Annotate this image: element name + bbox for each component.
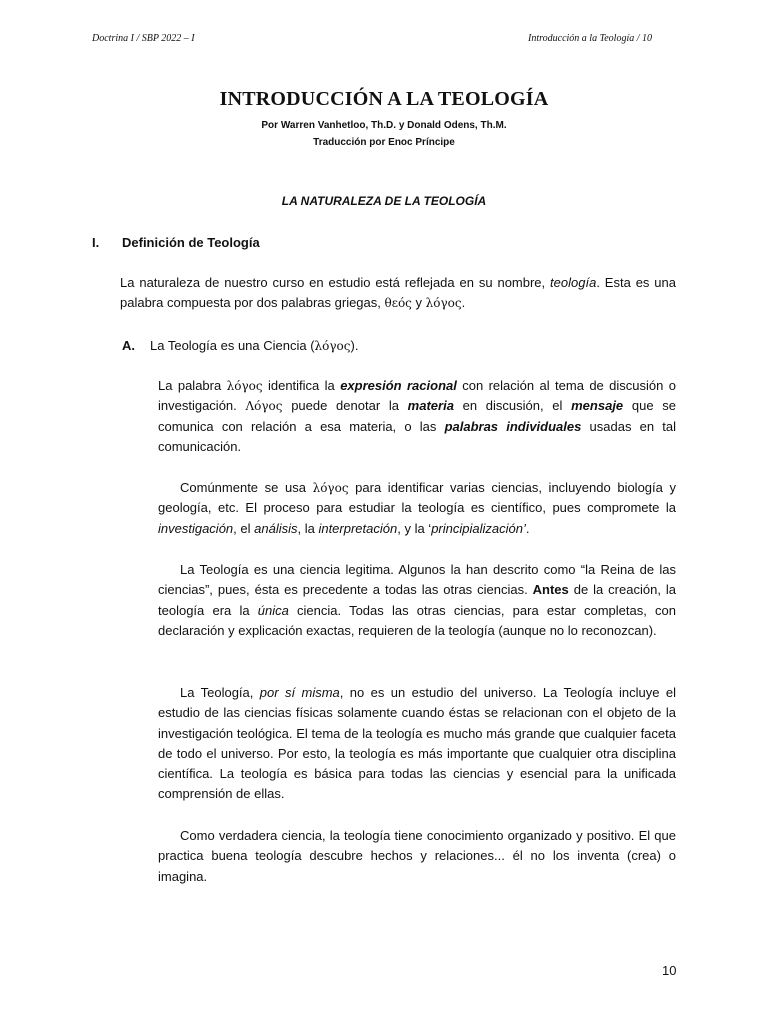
paragraph-3 <box>158 560 676 641</box>
emphasis: única <box>257 602 289 618</box>
emphasis: interpretación <box>318 520 398 536</box>
text-run: . <box>461 295 466 311</box>
paragraph-2 <box>158 478 676 539</box>
bold-emphasis: mensaje <box>571 398 624 414</box>
text-run: , y la ‘ <box>397 520 432 536</box>
bold-emphasis: materia <box>407 398 454 414</box>
text-run: para identificar varias ciencias, incluyendo biología y geología, etc. El proceso para estudiar la teología es científico, pues compromete la <box>158 480 676 516</box>
document-title: INTRODUCCIÓN A LA TEOLOGÍA <box>219 88 549 110</box>
text-run: La Teología es una ciencia legitima. Algunos la han descrito como “la Reina de las ciencias”, pues, ésta es precedente a todas las otras ciencias. <box>158 562 676 598</box>
greek-word: λόγος <box>425 296 462 311</box>
emphasis: por sí misma <box>259 685 340 700</box>
greek-word: λόγος <box>314 339 351 353</box>
emphasis: análisis <box>254 520 298 536</box>
text-run: . <box>525 520 530 536</box>
text-run: , no es un estudio del universo. La Teología incluye el estudio de las ciencias físicas solamente cuando éstas se relacionan con el objeto de la investigación teológica. El tema de la teología es mucho más grande que cualquier faceta de todo el universo. Por esto, la teología es más importante que cualquier otra disciplina científica. La teología es básica para todas las ciencias y esencial para la unificada comprensión de ellas. <box>158 685 677 802</box>
text-run: , el <box>233 520 255 536</box>
header-left: Doctrina I / SBP 2022 – I <box>92 33 195 44</box>
text-run: de la creación, la teología era la <box>158 582 676 618</box>
text-run: en discusión, el <box>453 398 572 414</box>
emphasis: principialización’ <box>431 520 526 536</box>
bold-text: Antes <box>532 582 569 598</box>
section-title: LA NATURALEZA DE LA TEOLOGÍA <box>281 194 487 208</box>
bold-emphasis: palabras individuales <box>444 418 582 434</box>
heading-1-label: Definición de Teología <box>122 235 260 250</box>
heading-level-1 <box>92 235 260 250</box>
heading-level-2 <box>122 338 358 353</box>
text-run: . Esta es una palabra compuesta por dos palabras griegas, <box>120 275 676 311</box>
page-number: 10 <box>662 963 677 978</box>
greek-word: λόγος <box>312 481 349 495</box>
text-run: puede denotar la <box>282 398 408 414</box>
paragraph-4 <box>158 683 676 805</box>
greek-word: θεός <box>384 296 412 311</box>
text-run: y <box>411 295 426 311</box>
text-run: La palabra <box>158 378 227 393</box>
heading-2-number: A. <box>122 338 135 353</box>
header-right: Introducción a la Teología / 10 <box>528 33 652 44</box>
text-run: con relación al tema de discusión o investigación. <box>158 378 676 414</box>
text-run: Como verdadera ciencia, la teología tiene conocimiento organizado y positivo. El que practica buena teología descubre hechos y relaciones... él no los inventa (crea) o imagina. <box>158 828 676 884</box>
byline-translation: Traducción por Enoc Príncipe <box>313 137 455 148</box>
heading-1-number: I. <box>92 235 100 250</box>
text-run: La Teología es una Ciencia ( <box>150 338 315 353</box>
greek-word: λόγος <box>226 379 263 393</box>
text-run: que se comunica con relación a esa materia, o las <box>158 398 676 434</box>
text-run: La Teología, <box>180 685 260 700</box>
greek-word: Λόγος <box>245 399 283 414</box>
text-run: ciencia. Todas las otras ciencias, para estar completas, con declaración y explicación exactas, requieren de la teología (aunque no lo reconozcan). <box>158 602 676 638</box>
byline-authors: Por Warren Vanhetloo, Th.D. y Donald Odens, Th.M. <box>261 120 507 131</box>
paragraph-5 <box>158 826 676 887</box>
running-header <box>92 33 652 44</box>
bold-emphasis: expresión racional <box>340 378 457 393</box>
text-run: , la <box>297 520 319 536</box>
text-run: usadas en tal comunicación. <box>158 418 677 454</box>
text-run: identifica la <box>262 378 341 393</box>
emphasis: teología <box>550 275 597 290</box>
paragraph-1 <box>158 376 676 457</box>
text-run: Comúnmente se usa <box>180 480 313 495</box>
text-run: La naturaleza de nuestro curso en estudio está reflejada en su nombre, <box>120 275 551 290</box>
paragraph-intro <box>120 273 676 314</box>
text-run: ). <box>350 338 359 353</box>
emphasis: investigación <box>158 520 234 536</box>
